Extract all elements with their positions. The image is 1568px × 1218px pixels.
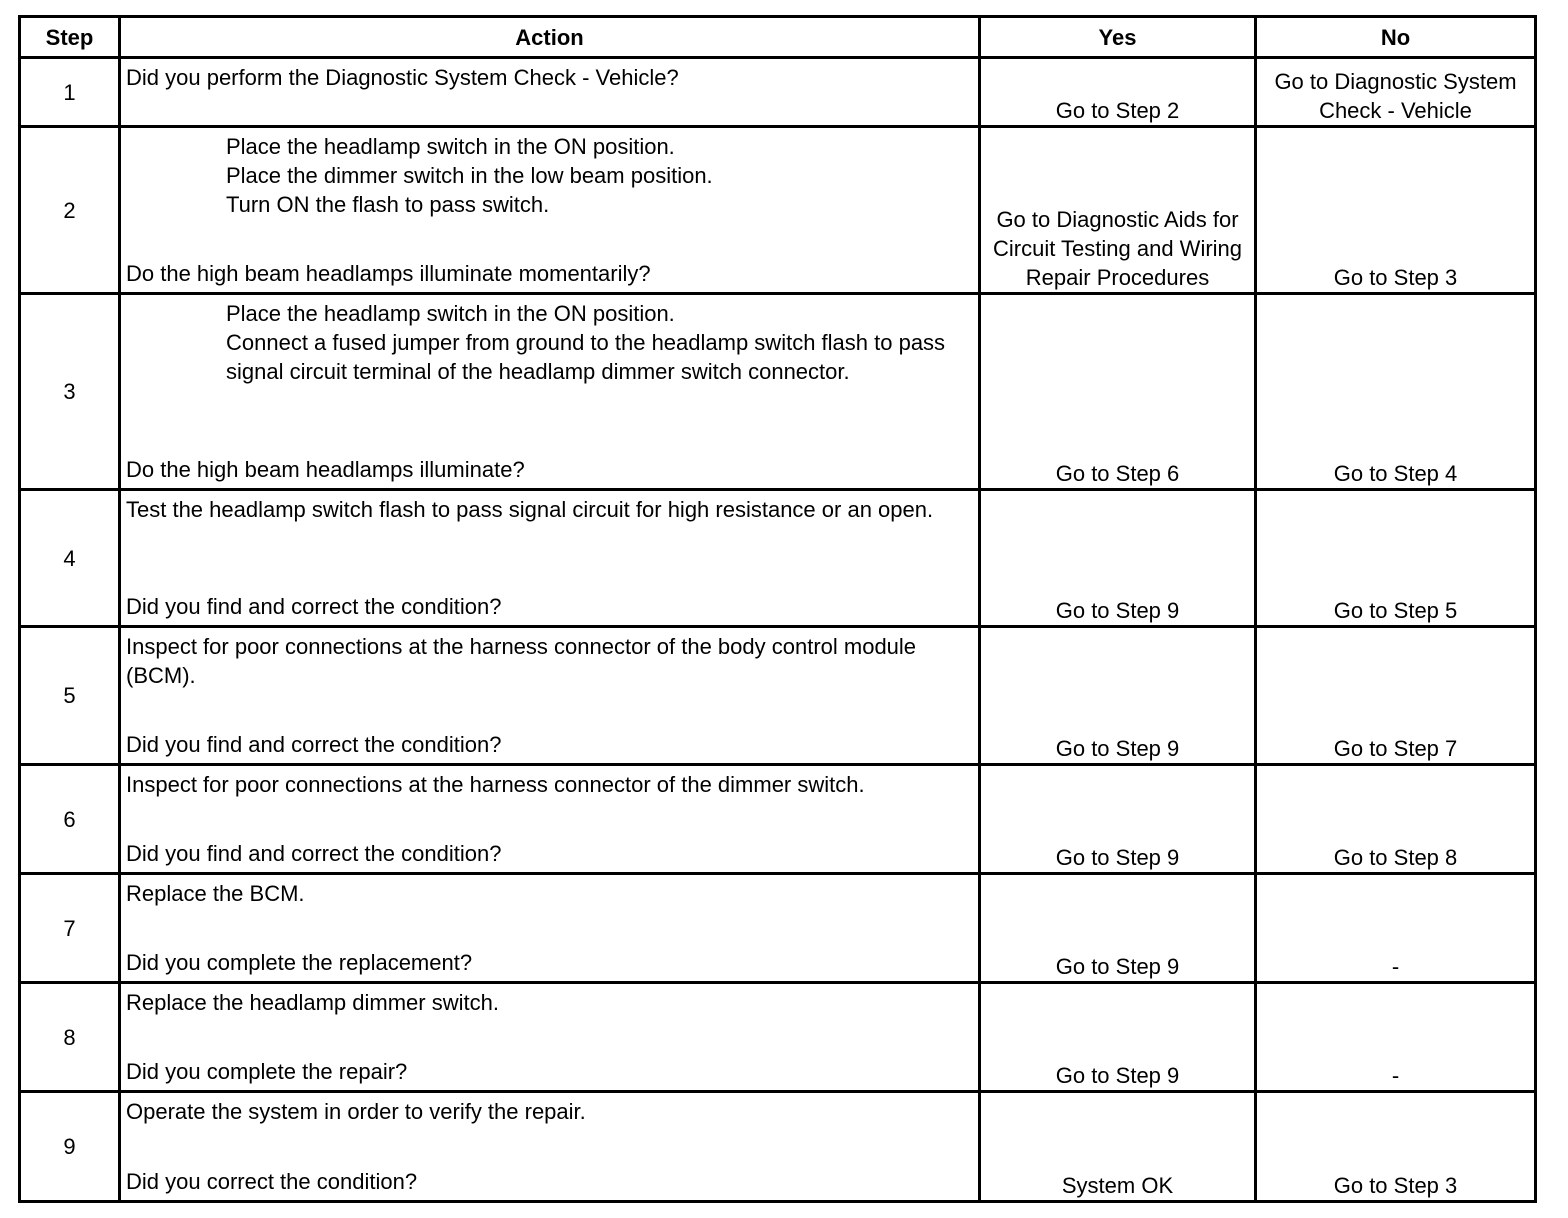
- action-text: Replace the headlamp dimmer switch.: [126, 990, 499, 1015]
- action-steps: [126, 132, 970, 219]
- yes-result: Go to Step 9: [980, 983, 1256, 1092]
- yes-result: Go to Diagnostic Aids for Circuit Testing and Wiring Repair Procedures: [980, 127, 1256, 294]
- action-text: Inspect for poor connections at the harness connector of the body control module (BCM).: [126, 634, 917, 688]
- no-result: -: [1256, 983, 1536, 1092]
- header-row: [20, 17, 1536, 58]
- table-row: [20, 490, 1536, 627]
- action-cell: [120, 490, 980, 627]
- header-action: Action: [120, 17, 980, 58]
- action-step-item: Place the headlamp switch in the ON position.: [226, 301, 675, 326]
- table-row: [20, 1092, 1536, 1202]
- action-question: Do the high beam headlamps illuminate?: [126, 457, 525, 482]
- table-row: [20, 874, 1536, 983]
- table-row: [20, 983, 1536, 1092]
- action-cell: [120, 983, 980, 1092]
- action-instructions: [126, 632, 970, 690]
- action-step-item: Place the headlamp switch in the ON position.: [226, 134, 675, 159]
- step-number: 8: [20, 983, 120, 1092]
- no-result: Go to Step 5: [1256, 490, 1536, 627]
- action-text: Operate the system in order to verify the repair.: [126, 1099, 586, 1124]
- action-cell: [120, 627, 980, 765]
- yes-result: Go to Step 9: [980, 490, 1256, 627]
- header-no: No: [1256, 17, 1536, 58]
- action-text: Test the headlamp switch flash to pass signal circuit for high resistance or an open.: [126, 497, 934, 522]
- table-row: [20, 58, 1536, 127]
- no-result: Go to Step 3: [1256, 127, 1536, 294]
- step-number: 1: [20, 58, 120, 127]
- diagnostic-table: [18, 15, 1537, 1203]
- table-body: [20, 58, 1536, 1202]
- step-number: 2: [20, 127, 120, 294]
- action-step-item: Turn ON the flash to pass switch.: [226, 192, 550, 217]
- action-question: Did you complete the repair?: [126, 1059, 408, 1084]
- action-instructions: [126, 879, 970, 908]
- yes-result: Go to Step 9: [980, 627, 1256, 765]
- no-result: Go to Step 7: [1256, 627, 1536, 765]
- action-instructions: [126, 495, 970, 524]
- step-number: 6: [20, 765, 120, 874]
- action-instructions: [126, 770, 970, 799]
- step-number: 3: [20, 294, 120, 490]
- step-number: 4: [20, 490, 120, 627]
- action-question: Did you find and correct the condition?: [126, 594, 502, 619]
- action-text: Replace the BCM.: [126, 881, 305, 906]
- action-question: Did you find and correct the condition?: [126, 841, 502, 866]
- yes-result: Go to Step 9: [980, 874, 1256, 983]
- action-steps: [126, 299, 970, 386]
- header-yes: Yes: [980, 17, 1256, 58]
- table-row: [20, 627, 1536, 765]
- yes-result: System OK: [980, 1092, 1256, 1202]
- no-result: Go to Step 4: [1256, 294, 1536, 490]
- step-number: 9: [20, 1092, 120, 1202]
- table-row: [20, 127, 1536, 294]
- no-result: Go to Diagnostic System Check - Vehicle: [1256, 58, 1536, 127]
- action-instructions: [126, 132, 970, 219]
- action-cell: [120, 294, 980, 490]
- no-result: Go to Step 3: [1256, 1092, 1536, 1202]
- action-text: Inspect for poor connections at the harness connector of the dimmer switch.: [126, 772, 865, 797]
- action-question: Did you find and correct the condition?: [126, 732, 502, 757]
- action-cell: [120, 874, 980, 983]
- action-cell: [120, 127, 980, 294]
- action-instructions: [126, 1097, 970, 1126]
- yes-result: Go to Step 2: [980, 58, 1256, 127]
- table-row: [20, 765, 1536, 874]
- no-result: -: [1256, 874, 1536, 983]
- action-question: Did you correct the condition?: [126, 1169, 418, 1194]
- no-result: Go to Step 8: [1256, 765, 1536, 874]
- step-number: 5: [20, 627, 120, 765]
- yes-result: Go to Step 9: [980, 765, 1256, 874]
- action-step-item: Connect a fused jumper from ground to the headlamp switch flash to pass signal circuit terminal of the headlamp dimmer switch connector.: [226, 330, 946, 384]
- yes-result: Go to Step 6: [980, 294, 1256, 490]
- header-step: Step: [20, 17, 120, 58]
- action-cell: [120, 765, 980, 874]
- action-cell: [120, 1092, 980, 1202]
- action-question: Do the high beam headlamps illuminate momentarily?: [126, 261, 651, 286]
- action-question: Did you perform the Diagnostic System Check - Vehicle?: [126, 65, 679, 90]
- action-cell: [120, 58, 980, 127]
- action-question: Did you complete the replacement?: [126, 950, 473, 975]
- action-instructions: [126, 988, 970, 1017]
- table-row: [20, 294, 1536, 490]
- step-number: 7: [20, 874, 120, 983]
- action-step-item: Place the dimmer switch in the low beam position.: [226, 163, 713, 188]
- action-instructions: [126, 299, 970, 386]
